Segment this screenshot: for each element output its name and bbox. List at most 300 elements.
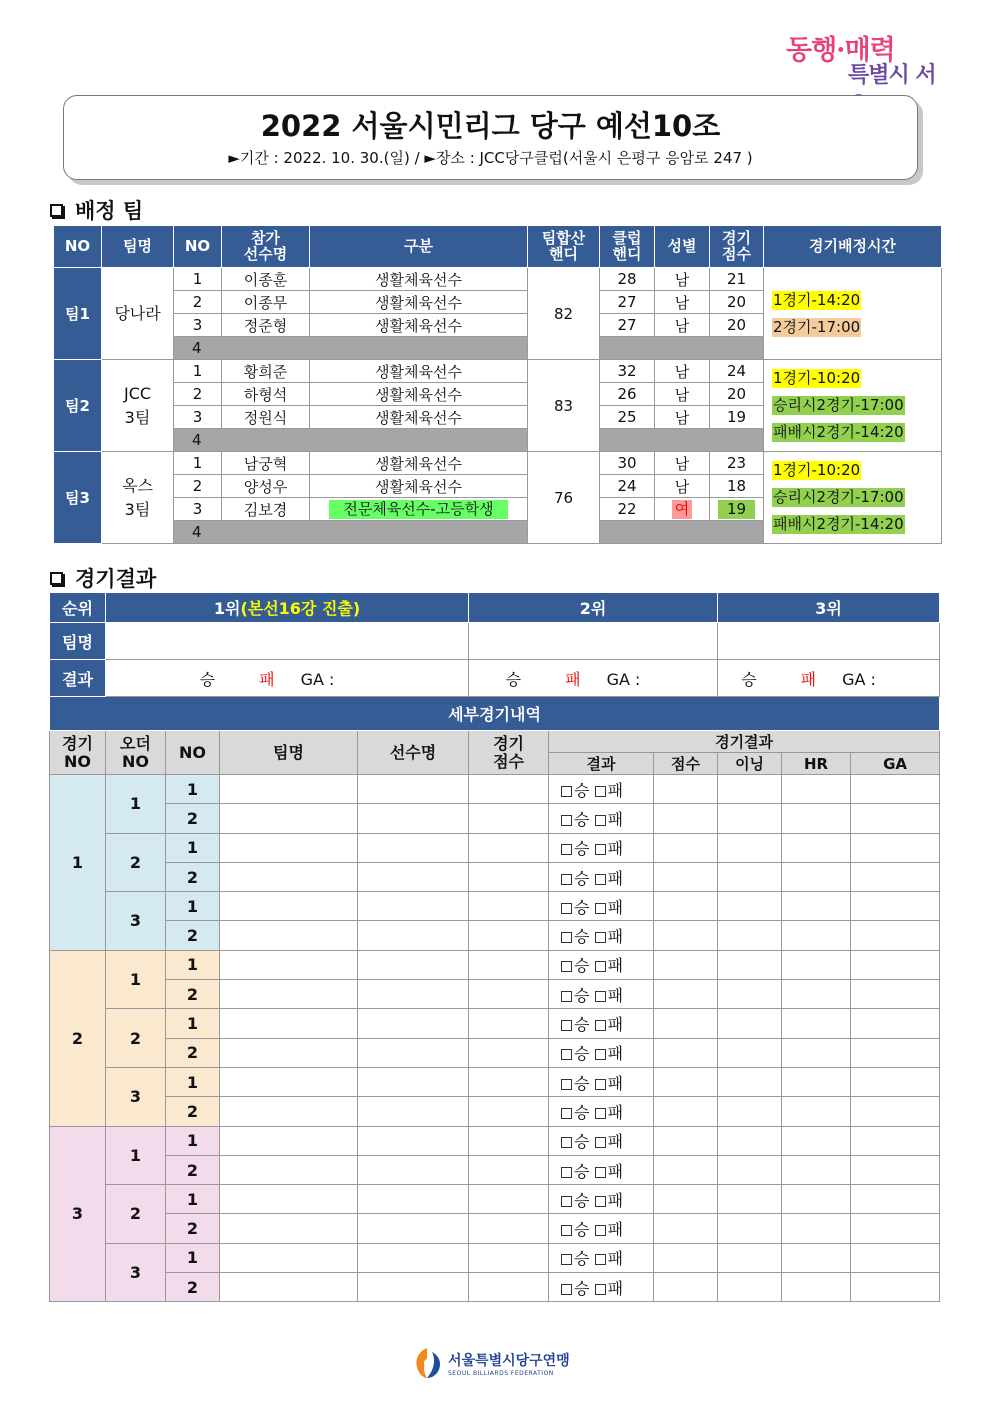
points-field[interactable] bbox=[654, 1009, 718, 1038]
team-name-field[interactable] bbox=[220, 980, 358, 1009]
detail-section-row bbox=[50, 697, 940, 731]
schedule-item: 승리시2경기-17:00 bbox=[773, 488, 904, 506]
lose-checkbox-icon[interactable] bbox=[595, 1167, 606, 1178]
win-lose-check[interactable]: 승 패 bbox=[549, 980, 654, 1009]
inning-field[interactable] bbox=[718, 775, 782, 804]
team-name-field[interactable] bbox=[220, 1243, 358, 1272]
inning-field[interactable] bbox=[718, 804, 782, 833]
sub-no: 1 bbox=[166, 1243, 220, 1272]
player-name-field[interactable] bbox=[358, 1214, 469, 1243]
detail-row bbox=[50, 1243, 940, 1272]
game-score-field[interactable] bbox=[469, 804, 549, 833]
player-no: 3 bbox=[174, 498, 222, 521]
score: 19 bbox=[710, 406, 764, 429]
detail-row bbox=[50, 775, 940, 804]
order-no: 1 bbox=[106, 950, 166, 1009]
win-lose-check[interactable]: 승 패 bbox=[549, 1009, 654, 1038]
hr-field[interactable] bbox=[782, 775, 851, 804]
inning-field[interactable] bbox=[718, 1185, 782, 1214]
win-checkbox-icon[interactable] bbox=[561, 874, 572, 885]
order-no: 3 bbox=[106, 1067, 166, 1126]
detail-row bbox=[50, 1067, 940, 1096]
player-name-field[interactable] bbox=[358, 1243, 469, 1272]
win-lose-check[interactable]: 승 패 bbox=[549, 1038, 654, 1067]
ga-field[interactable] bbox=[851, 1214, 940, 1243]
rank-2-header: 2위 bbox=[469, 593, 718, 623]
hr-field[interactable] bbox=[782, 833, 851, 862]
game-score-field[interactable] bbox=[469, 1009, 549, 1038]
inning-field[interactable] bbox=[718, 892, 782, 921]
hr-field[interactable] bbox=[782, 1067, 851, 1096]
points-field[interactable] bbox=[654, 1067, 718, 1096]
gender: 남 bbox=[655, 452, 710, 475]
player-name-field[interactable] bbox=[358, 1155, 469, 1184]
game-score-field[interactable] bbox=[469, 950, 549, 979]
inning-field[interactable] bbox=[718, 862, 782, 891]
game-no: 3 bbox=[50, 1126, 106, 1302]
team-total-handi: 76 bbox=[528, 452, 600, 544]
inning-field[interactable] bbox=[718, 1214, 782, 1243]
order-no: 3 bbox=[106, 1243, 166, 1302]
win-checkbox-icon[interactable] bbox=[561, 1254, 572, 1265]
sub-no: 2 bbox=[166, 1155, 220, 1184]
game-score-field[interactable] bbox=[469, 1155, 549, 1184]
team-name-field[interactable] bbox=[220, 833, 358, 862]
points-field[interactable] bbox=[654, 980, 718, 1009]
col-club-handi: 클럽 핸디 bbox=[600, 226, 655, 268]
club-handi: 28 bbox=[600, 268, 655, 291]
sub-no: 1 bbox=[166, 1126, 220, 1155]
win-lose-check[interactable]: 승 패 bbox=[549, 892, 654, 921]
player-name-field[interactable] bbox=[358, 1067, 469, 1096]
player-category: 생활체육선수 bbox=[310, 452, 528, 475]
win-lose-check[interactable]: 승 패 bbox=[549, 950, 654, 979]
player-category: 생활체육선수 bbox=[310, 360, 528, 383]
club-handi: 26 bbox=[600, 383, 655, 406]
team-name-field[interactable] bbox=[220, 1097, 358, 1126]
team-name-field[interactable] bbox=[220, 892, 358, 921]
club-handi: 24 bbox=[600, 475, 655, 498]
empty-cell bbox=[600, 521, 764, 544]
lose-checkbox-icon[interactable] bbox=[595, 1108, 606, 1119]
win-lose-check[interactable]: 승 패 bbox=[549, 1126, 654, 1155]
results-table bbox=[49, 592, 940, 1302]
game-score-field[interactable] bbox=[469, 1126, 549, 1155]
win-checkbox-icon[interactable] bbox=[561, 991, 572, 1002]
rank-3-result[interactable]: 승 패 GA : bbox=[718, 660, 940, 697]
points-field[interactable] bbox=[654, 1185, 718, 1214]
win-checkbox-icon[interactable] bbox=[561, 1167, 572, 1178]
ga-field[interactable] bbox=[851, 1097, 940, 1126]
game-score-field[interactable] bbox=[469, 1185, 549, 1214]
points-field[interactable] bbox=[654, 1214, 718, 1243]
inning-field[interactable] bbox=[718, 1009, 782, 1038]
col-gender: 성별 bbox=[655, 226, 710, 268]
team-name-field[interactable] bbox=[220, 862, 358, 891]
hr-field[interactable] bbox=[782, 980, 851, 1009]
player-name-field[interactable] bbox=[358, 1126, 469, 1155]
rank-1-header: 1위(본선16강 진출) bbox=[106, 593, 469, 623]
win-lose-check[interactable]: 승 패 bbox=[549, 833, 654, 862]
team-name-field[interactable] bbox=[220, 1038, 358, 1067]
detail-row bbox=[50, 1038, 940, 1067]
player-name-field[interactable] bbox=[358, 1273, 469, 1302]
lose-checkbox-icon[interactable] bbox=[595, 1049, 606, 1060]
win-lose-check[interactable]: 승 패 bbox=[549, 1067, 654, 1096]
club-handi: 27 bbox=[600, 291, 655, 314]
lose-checkbox-icon[interactable] bbox=[595, 1254, 606, 1265]
club-handi: 32 bbox=[600, 360, 655, 383]
detail-row bbox=[50, 950, 940, 979]
sub-no: 2 bbox=[166, 980, 220, 1009]
player-no: 2 bbox=[174, 475, 222, 498]
win-checkbox-icon[interactable] bbox=[561, 903, 572, 914]
gender: 남 bbox=[655, 268, 710, 291]
team-name-field[interactable] bbox=[220, 775, 358, 804]
ga-field[interactable] bbox=[851, 804, 940, 833]
ga-field[interactable] bbox=[851, 921, 940, 950]
lose-checkbox-icon[interactable] bbox=[595, 1020, 606, 1031]
player-name-field[interactable] bbox=[358, 1009, 469, 1038]
lose-checkbox-icon[interactable] bbox=[595, 874, 606, 885]
inning-field[interactable] bbox=[718, 833, 782, 862]
points-field[interactable] bbox=[654, 950, 718, 979]
ga-field[interactable] bbox=[851, 1126, 940, 1155]
game-score-field[interactable] bbox=[469, 921, 549, 950]
club-handi: 27 bbox=[600, 314, 655, 337]
game-score-field[interactable] bbox=[469, 892, 549, 921]
lose-checkbox-icon[interactable] bbox=[595, 1225, 606, 1236]
game-score-field[interactable] bbox=[469, 1273, 549, 1302]
gender: 남 bbox=[655, 406, 710, 429]
team-name-field[interactable] bbox=[220, 1067, 358, 1096]
col-result-group: 경기결과 bbox=[549, 731, 940, 753]
sub-no: 2 bbox=[166, 1038, 220, 1067]
order-no: 1 bbox=[106, 775, 166, 834]
player-no: 2 bbox=[174, 291, 222, 314]
inning-field[interactable] bbox=[718, 1067, 782, 1096]
win-checkbox-icon[interactable] bbox=[561, 932, 572, 943]
hr-field[interactable] bbox=[782, 1273, 851, 1302]
ga-field[interactable] bbox=[851, 980, 940, 1009]
schedule-item: 1경기-10:20 bbox=[773, 369, 861, 387]
points-field[interactable] bbox=[654, 921, 718, 950]
inning-field[interactable] bbox=[718, 1273, 782, 1302]
detail-row bbox=[50, 980, 940, 1009]
win-lose-check[interactable]: 승 패 bbox=[549, 1214, 654, 1243]
win-checkbox-icon[interactable] bbox=[561, 1225, 572, 1236]
gender: 남 bbox=[655, 314, 710, 337]
score: 20 bbox=[710, 314, 764, 337]
sub-no: 1 bbox=[166, 1067, 220, 1096]
team-name-field[interactable] bbox=[220, 804, 358, 833]
player-name-field[interactable] bbox=[358, 833, 469, 862]
points-field[interactable] bbox=[654, 833, 718, 862]
points-field[interactable] bbox=[654, 1038, 718, 1067]
lose-checkbox-icon[interactable] bbox=[595, 1284, 606, 1295]
team-name-field[interactable] bbox=[220, 950, 358, 979]
team-name-field[interactable] bbox=[220, 1214, 358, 1243]
inning-field[interactable] bbox=[718, 1038, 782, 1067]
player-name-field[interactable] bbox=[358, 921, 469, 950]
lose-checkbox-icon[interactable] bbox=[595, 844, 606, 855]
inning-field[interactable] bbox=[718, 950, 782, 979]
schedule-cell bbox=[764, 268, 942, 360]
player-name-field[interactable] bbox=[358, 950, 469, 979]
gender: 여 bbox=[655, 498, 710, 521]
player-no: 1 bbox=[174, 268, 222, 291]
player-name: 황희준 bbox=[222, 360, 310, 383]
points-field[interactable] bbox=[654, 1243, 718, 1272]
player-name-field[interactable] bbox=[358, 1097, 469, 1126]
lose-checkbox-icon[interactable] bbox=[595, 1137, 606, 1148]
detail-row bbox=[50, 1097, 940, 1126]
ga-field[interactable] bbox=[851, 833, 940, 862]
result-label: 결과 bbox=[50, 660, 106, 697]
ga-field[interactable] bbox=[851, 950, 940, 979]
win-lose-check[interactable]: 승 패 bbox=[549, 1097, 654, 1126]
team-no: 팀1 bbox=[54, 268, 102, 360]
win-checkbox-icon[interactable] bbox=[561, 1284, 572, 1295]
col-no: NO bbox=[54, 226, 102, 268]
ga-field[interactable] bbox=[851, 1273, 940, 1302]
win-checkbox-icon[interactable] bbox=[561, 844, 572, 855]
ga-field[interactable] bbox=[851, 1038, 940, 1067]
empty-cell bbox=[600, 429, 764, 452]
col-points: 점수 bbox=[654, 753, 718, 775]
player-category: 생활체육선수 bbox=[310, 268, 528, 291]
team-name: JCC 3팀 bbox=[102, 360, 174, 452]
sub-no: 2 bbox=[166, 1214, 220, 1243]
rank-1-result[interactable]: 승 패 GA : bbox=[106, 660, 469, 697]
team-total-handi: 83 bbox=[528, 360, 600, 452]
team-name-field[interactable] bbox=[220, 1273, 358, 1302]
col-game-no: 경기 NO bbox=[50, 731, 106, 775]
win-lose-check[interactable]: 승 패 bbox=[549, 1243, 654, 1272]
score: 20 bbox=[710, 383, 764, 406]
points-field[interactable] bbox=[654, 1155, 718, 1184]
federation-name-en: SEOUL BILLIARDS FEDERATION bbox=[448, 1369, 554, 1377]
team-name-field[interactable] bbox=[220, 1009, 358, 1038]
win-lose-check[interactable]: 승 패 bbox=[549, 1273, 654, 1302]
game-score-field[interactable] bbox=[469, 1097, 549, 1126]
inning-field[interactable] bbox=[718, 921, 782, 950]
lose-checkbox-icon[interactable] bbox=[595, 1196, 606, 1207]
game-no: 1 bbox=[50, 775, 106, 951]
col-player-name: 참가 선수명 bbox=[222, 226, 310, 268]
player-no: 4 bbox=[174, 521, 528, 544]
federation-name: 서울특별시당구연맹 bbox=[448, 1352, 570, 1369]
team-no: 팀3 bbox=[54, 452, 102, 544]
win-lose-check[interactable]: 승 패 bbox=[549, 775, 654, 804]
schedule-item: 2경기-17:00 bbox=[773, 317, 861, 336]
player-name-field[interactable] bbox=[358, 775, 469, 804]
hr-field[interactable] bbox=[782, 921, 851, 950]
win-lose-check[interactable]: 승 패 bbox=[549, 1185, 654, 1214]
hr-field[interactable] bbox=[782, 950, 851, 979]
score: 23 bbox=[710, 452, 764, 475]
col-team: 팀명 bbox=[220, 731, 358, 775]
section-heading-teams: 배정 팀 bbox=[50, 195, 143, 225]
points-field[interactable] bbox=[654, 862, 718, 891]
points-field[interactable] bbox=[654, 804, 718, 833]
empty-cell bbox=[600, 337, 764, 360]
player-no: 3 bbox=[174, 314, 222, 337]
points-field[interactable] bbox=[654, 775, 718, 804]
player-name-field[interactable] bbox=[358, 1185, 469, 1214]
win-lose-check[interactable]: 승 패 bbox=[549, 1155, 654, 1184]
player-name-field[interactable] bbox=[358, 1038, 469, 1067]
sub-no: 1 bbox=[166, 775, 220, 804]
win-lose-check[interactable]: 승 패 bbox=[549, 862, 654, 891]
player-name-field[interactable] bbox=[358, 892, 469, 921]
game-score-field[interactable] bbox=[469, 1214, 549, 1243]
club-handi: 22 bbox=[600, 498, 655, 521]
col-hr: HR bbox=[782, 753, 851, 775]
hr-field[interactable] bbox=[782, 1126, 851, 1155]
lose-checkbox-icon[interactable] bbox=[595, 961, 606, 972]
brand-line1: 동행·매력 bbox=[786, 35, 895, 66]
win-checkbox-icon[interactable] bbox=[561, 1196, 572, 1207]
rank-2-result[interactable]: 승 패 GA : bbox=[469, 660, 718, 697]
lose-checkbox-icon[interactable] bbox=[595, 786, 606, 797]
ga-field[interactable] bbox=[851, 862, 940, 891]
game-score-field[interactable] bbox=[469, 833, 549, 862]
page-subtitle: ►기간 : 2022. 10. 30.(일) / ►장소 : JCC당구클럽(서울시 은평구 응암로 247 ) bbox=[228, 149, 753, 167]
player-name: 양성우 bbox=[222, 475, 310, 498]
hr-field[interactable] bbox=[782, 1214, 851, 1243]
win-checkbox-icon[interactable] bbox=[561, 1137, 572, 1148]
hr-field[interactable] bbox=[782, 1038, 851, 1067]
team-name-field[interactable] bbox=[220, 1185, 358, 1214]
detail-row bbox=[50, 1155, 940, 1184]
win-lose-check[interactable]: 승 패 bbox=[549, 921, 654, 950]
player-name-field[interactable] bbox=[358, 980, 469, 1009]
inning-field[interactable] bbox=[718, 1126, 782, 1155]
sub-no: 2 bbox=[166, 1273, 220, 1302]
detail-row bbox=[50, 892, 940, 921]
ga-field[interactable] bbox=[851, 1155, 940, 1184]
detail-row bbox=[50, 804, 940, 833]
lose-checkbox-icon[interactable] bbox=[595, 903, 606, 914]
win-checkbox-icon[interactable] bbox=[561, 1020, 572, 1031]
win-checkbox-icon[interactable] bbox=[561, 1049, 572, 1060]
rank-3-team-field[interactable] bbox=[718, 623, 940, 660]
detail-row bbox=[50, 1126, 940, 1155]
hr-field[interactable] bbox=[782, 1243, 851, 1272]
inning-field[interactable] bbox=[718, 980, 782, 1009]
win-lose-check[interactable]: 승 패 bbox=[549, 804, 654, 833]
col-category: 구분 bbox=[310, 226, 528, 268]
points-field[interactable] bbox=[654, 1273, 718, 1302]
rank-header-row bbox=[50, 593, 940, 623]
game-score-field[interactable] bbox=[469, 1243, 549, 1272]
sub-no: 2 bbox=[166, 804, 220, 833]
rank-1-team-field[interactable] bbox=[106, 623, 469, 660]
gender: 남 bbox=[655, 360, 710, 383]
order-no: 2 bbox=[106, 1185, 166, 1244]
inning-field[interactable] bbox=[718, 1155, 782, 1184]
hr-field[interactable] bbox=[782, 1097, 851, 1126]
col-result: 결과 bbox=[549, 753, 654, 775]
checkbox-bullet-icon bbox=[50, 572, 63, 585]
hr-field[interactable] bbox=[782, 1185, 851, 1214]
detail-row bbox=[50, 921, 940, 950]
col-ga: GA bbox=[851, 753, 940, 775]
game-score-field[interactable] bbox=[469, 980, 549, 1009]
detail-header-row bbox=[50, 731, 940, 753]
hr-field[interactable] bbox=[782, 892, 851, 921]
team-name-field[interactable] bbox=[220, 921, 358, 950]
team-total-handi: 82 bbox=[528, 268, 600, 360]
points-field[interactable] bbox=[654, 1097, 718, 1126]
detail-row bbox=[50, 1009, 940, 1038]
player-name-field[interactable] bbox=[358, 804, 469, 833]
ga-field[interactable] bbox=[851, 1067, 940, 1096]
lose-checkbox-icon[interactable] bbox=[595, 1079, 606, 1090]
hr-field[interactable] bbox=[782, 1009, 851, 1038]
win-checkbox-icon[interactable] bbox=[561, 815, 572, 826]
detail-row bbox=[50, 1185, 940, 1214]
win-checkbox-icon[interactable] bbox=[561, 1079, 572, 1090]
lose-checkbox-icon[interactable] bbox=[595, 991, 606, 1002]
hr-field[interactable] bbox=[782, 1155, 851, 1184]
hr-field[interactable] bbox=[782, 862, 851, 891]
lose-checkbox-icon[interactable] bbox=[595, 815, 606, 826]
page-title: 2022 서울시민리그 당구 예선10조 bbox=[260, 109, 721, 143]
ga-field[interactable] bbox=[851, 1009, 940, 1038]
player-no: 1 bbox=[174, 452, 222, 475]
win-checkbox-icon[interactable] bbox=[561, 1108, 572, 1119]
win-checkbox-icon[interactable] bbox=[561, 786, 572, 797]
inning-field[interactable] bbox=[718, 1243, 782, 1272]
points-field[interactable] bbox=[654, 1126, 718, 1155]
hr-field[interactable] bbox=[782, 804, 851, 833]
score: 24 bbox=[710, 360, 764, 383]
player-no: 4 bbox=[174, 429, 528, 452]
game-score-field[interactable] bbox=[469, 1038, 549, 1067]
team-name-field[interactable] bbox=[220, 1126, 358, 1155]
schedule-item: 패배시2경기-14:20 bbox=[773, 515, 904, 533]
detail-row bbox=[50, 1273, 940, 1302]
game-score-field[interactable] bbox=[469, 1067, 549, 1096]
schedule-item: 1경기-10:20 bbox=[773, 461, 861, 479]
team-name: 옥스 3팀 bbox=[102, 452, 174, 544]
schedule-item: 패배시2경기-14:20 bbox=[773, 423, 904, 441]
ga-field[interactable] bbox=[851, 892, 940, 921]
points-field[interactable] bbox=[654, 892, 718, 921]
schedule-item: 1경기-14:20 bbox=[773, 290, 861, 309]
score: 20 bbox=[710, 291, 764, 314]
player-name-field[interactable] bbox=[358, 862, 469, 891]
rank-2-team-field[interactable] bbox=[469, 623, 718, 660]
ga-field[interactable] bbox=[851, 1185, 940, 1214]
team-name-field[interactable] bbox=[220, 1155, 358, 1184]
order-no: 1 bbox=[106, 1126, 166, 1185]
team-row bbox=[54, 452, 942, 475]
win-checkbox-icon[interactable] bbox=[561, 961, 572, 972]
player-category: 생활체육선수 bbox=[310, 383, 528, 406]
rank-label: 순위 bbox=[50, 593, 106, 623]
order-no: 2 bbox=[106, 833, 166, 892]
lose-checkbox-icon[interactable] bbox=[595, 932, 606, 943]
game-score-field[interactable] bbox=[469, 862, 549, 891]
ga-field[interactable] bbox=[851, 775, 940, 804]
ga-field[interactable] bbox=[851, 1243, 940, 1272]
inning-field[interactable] bbox=[718, 1097, 782, 1126]
game-score-field[interactable] bbox=[469, 775, 549, 804]
sub-no: 1 bbox=[166, 1009, 220, 1038]
